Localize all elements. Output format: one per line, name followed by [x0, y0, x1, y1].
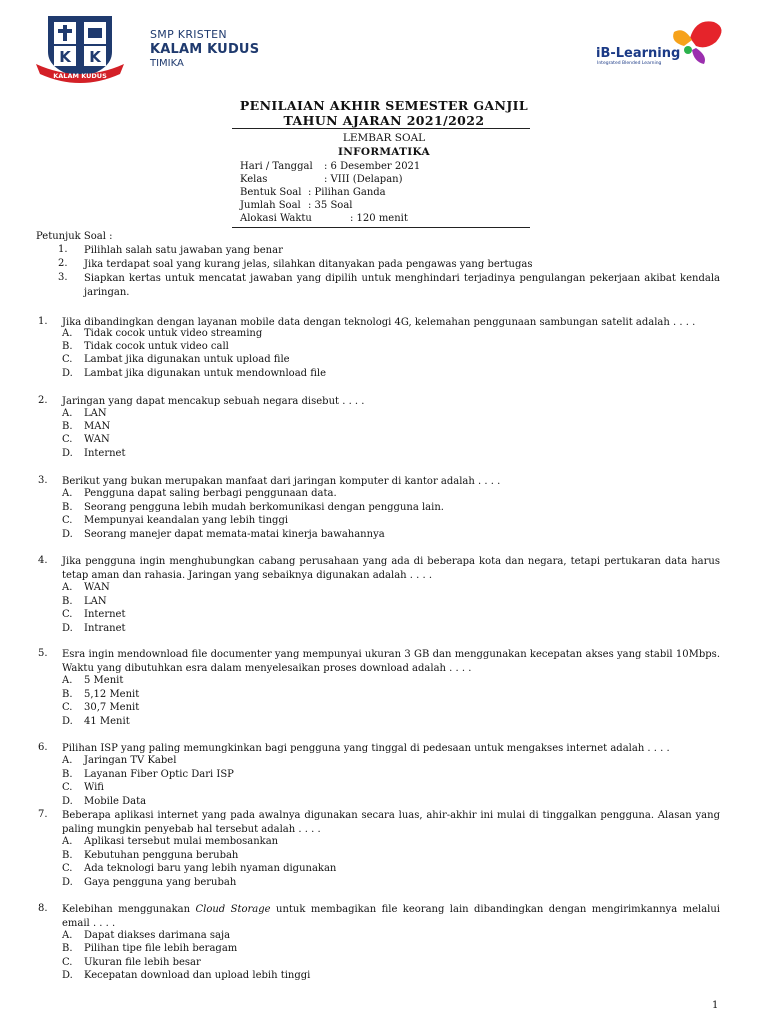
option-text: 30,7 Menit [84, 702, 140, 713]
option-letter: B. [62, 596, 73, 607]
option-letter: B. [62, 689, 73, 700]
option-text: Intranet [84, 623, 126, 634]
instruction-number: 3. [58, 272, 68, 283]
info-value: : 35 Soal [308, 200, 353, 211]
divider-top [232, 128, 530, 129]
option-text: Tidak cocok untuk video call [84, 341, 229, 352]
option-text: Ukuran file lebih besar [84, 957, 201, 968]
option-letter: C. [62, 957, 73, 968]
question-text-part: Kelebihan menggunakan [62, 904, 196, 915]
option-letter: D. [62, 877, 73, 888]
option-letter: C. [62, 354, 73, 365]
option-text: Lambat jika digunakan untuk mendownload file [84, 368, 327, 379]
info-label: Jumlah Soal [240, 200, 301, 211]
academic-year: TAHUN AJARAN 2021/2022 [283, 113, 485, 128]
question-text: Esra ingin mendownload file documenter yang mempunyai ukuran 3 GB dan menggunakan kecepatan akses yang stabil 10Mbps. Waktu yang dibutuhkan esra dalam menyelesaikan proses download adalah . . . . [62, 649, 720, 674]
option-letter: B. [62, 769, 73, 780]
option-text: Internet [84, 448, 126, 459]
option-text: Seorang manejer dapat memata-matai kinerja bawahannya [84, 529, 385, 540]
ib-learning-subtitle: Integrated Blended Learning [597, 61, 662, 66]
option-text: Ada teknologi baru yang lebih nyaman digunakan [84, 863, 337, 874]
option-letter: D. [62, 796, 73, 807]
option-text: Tidak cocok untuk video streaming [84, 328, 263, 339]
option-letter: B. [62, 943, 73, 954]
question-text-italic: Cloud Storage [195, 904, 271, 915]
option-text: Wifi [84, 782, 104, 793]
question-number: 2. [38, 395, 48, 406]
question-number: 5. [38, 648, 48, 659]
option-letter: C. [62, 434, 73, 445]
option-letter: D. [62, 623, 73, 634]
option-letter: C. [62, 782, 73, 793]
option-text: WAN [84, 434, 110, 445]
option-text: Kecepatan download dan upload lebih tinggi [84, 970, 311, 981]
school-type: SMP KRISTEN [150, 28, 227, 41]
option-letter: C. [62, 515, 73, 526]
option-letter: A. [62, 755, 73, 766]
logo-ribbon-text: KALAM KUDUS [53, 72, 107, 80]
question-text: Jaringan yang dapat mencakup sebuah negara disebut . . . . [62, 396, 365, 407]
question-text: Pilihan ISP yang paling memungkinkan bagi pengguna yang tinggal di pedesaan untuk mengakses internet adalah . . . . [62, 743, 670, 754]
sheet-label: LEMBAR SOAL [342, 132, 426, 144]
question-text-part: untuk membagikan file keorang lain dibandingkan dengan mengirimkannya melalui email . . . . [62, 904, 720, 929]
option-letter: B. [62, 502, 73, 513]
info-value: : 120 menit [350, 213, 408, 224]
info-label: Kelas [240, 174, 268, 185]
option-text: Internet [84, 609, 126, 620]
school-name [150, 28, 259, 69]
logo-letter-left: K [59, 48, 71, 66]
option-letter: D. [62, 529, 73, 540]
option-text: WAN [84, 582, 110, 593]
option-letter: B. [62, 850, 73, 861]
question-number: 1. [38, 316, 48, 327]
option-text: Aplikasi tersebut mulai membosankan [84, 836, 279, 847]
option-letter: A. [62, 408, 73, 419]
option-text: Pengguna dapat saling berbagi penggunaan data. [84, 488, 337, 499]
option-text: 5 Menit [84, 675, 124, 686]
option-letter: B. [62, 421, 73, 432]
question-text: Jika pengguna ingin menghubungkan cabang perusahaan yang ada di beberapa kota dan negara, tetapi pertukaran data harus tetap aman dan rahasia. Jaringan yang sebaiknya digunakan adalah . . . . [62, 556, 720, 581]
divider-bottom [232, 227, 530, 228]
page-number: 1 [712, 1000, 719, 1011]
info-value: : VIII (Delapan) [324, 174, 403, 185]
option-letter: A. [62, 328, 73, 339]
option-letter: A. [62, 582, 73, 593]
logo-letter-right: K [89, 48, 101, 66]
instruction-number: 2. [58, 258, 68, 269]
option-letter: C. [62, 702, 73, 713]
instruction-text: Pilihlah salah satu jawaban yang benar [84, 245, 283, 256]
instruction-text: Jika terdapat soal yang kurang jelas, silahkan ditanyakan pada pengawas yang bertugas [84, 259, 533, 270]
instruction-text: Siapkan kertas untuk mencatat jawaban yang dipilih untuk menghindari terjadinya pengulangan pekerjaan akibat kendala jaringan. [84, 273, 720, 298]
question-number: 7. [38, 809, 48, 820]
option-letter: A. [62, 930, 73, 941]
option-letter: B. [62, 341, 73, 352]
question-number: 6. [38, 742, 48, 753]
question-number: 8. [38, 903, 48, 914]
option-text: Seorang pengguna lebih mudah berkomunikasi dengan pengguna lain. [84, 502, 444, 513]
exam-title: PENILAIAN AKHIR SEMESTER GANJIL [239, 98, 529, 113]
option-text: Mempunyai keandalan yang lebih tinggi [84, 515, 289, 526]
option-text: Dapat diakses darimana saja [84, 930, 231, 941]
option-letter: D. [62, 368, 73, 379]
question-text: Berikut yang bukan merupakan manfaat dari jaringan komputer di kantor adalah . . . . [62, 476, 501, 487]
option-text: Layanan Fiber Optic Dari ISP [84, 769, 234, 780]
info-label: Bentuk Soal [240, 187, 302, 198]
option-letter: A. [62, 488, 73, 499]
subject-title: INFORMATIKA [338, 146, 430, 158]
info-value: : Pilihan Ganda [308, 187, 386, 198]
option-text: 5,12 Menit [84, 689, 140, 700]
option-letter: C. [62, 609, 73, 620]
option-text: Jaringan TV Kabel [84, 755, 177, 766]
option-letter: D. [62, 448, 73, 459]
school-title: KALAM KUDUS [150, 42, 260, 57]
instruction-number: 1. [58, 244, 68, 255]
option-letter: D. [62, 970, 73, 981]
option-text: Mobile Data [84, 796, 147, 807]
option-text: Gaya pengguna yang berubah [84, 877, 237, 888]
option-text: Kebutuhan pengguna berubah [84, 850, 239, 861]
info-label: Hari / Tanggal [240, 161, 313, 172]
school-logo [34, 14, 126, 84]
option-letter: A. [62, 675, 73, 686]
info-value: : 6 Desember 2021 [324, 161, 421, 172]
option-text: 41 Menit [84, 716, 130, 727]
option-letter: D. [62, 716, 73, 727]
option-text: LAN [84, 596, 107, 607]
instructions-heading: Petunjuk Soal : [36, 231, 113, 242]
ib-learning-text: iB-Learning [596, 46, 681, 61]
option-text: Pilihan tipe file lebih beragam [84, 943, 238, 954]
option-text: Lambat jika digunakan untuk upload file [84, 354, 290, 365]
question-number: 4. [38, 555, 48, 566]
option-letter: C. [62, 863, 73, 874]
question-text: Jika dibandingkan dengan layanan mobile data dengan teknologi 4G, kelemahan penggunaan sambungan satelit adalah . . . . [62, 317, 696, 328]
info-label: Alokasi Waktu [240, 213, 312, 224]
question-text: Beberapa aplikasi internet yang pada awalnya digunakan secara luas, ahir-akhir ini mulai di tinggalkan pengguna. Alasan yang paling mungkin penyebab hal tersebut adalah . . . . [62, 810, 720, 835]
school-city: TIMIKA [150, 58, 184, 69]
option-text: MAN [84, 421, 111, 432]
question-number: 3. [38, 475, 48, 486]
question-text [62, 903, 720, 930]
option-letter: A. [62, 836, 73, 847]
option-text: LAN [84, 408, 107, 419]
